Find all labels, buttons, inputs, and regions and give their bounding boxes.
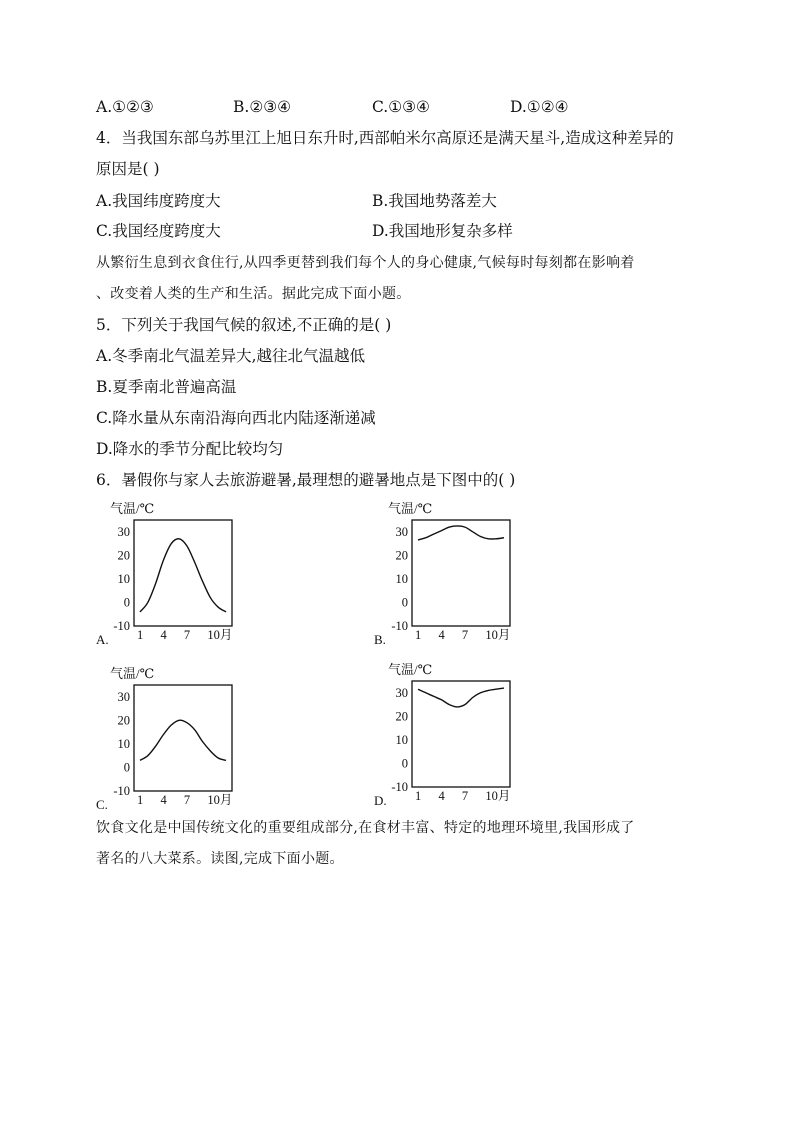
chart-a <box>94 500 254 647</box>
chart-b <box>372 500 532 647</box>
plot-frame <box>134 520 232 626</box>
q3-option-d: D.①②④ <box>510 98 569 116</box>
x-tick-label: 7 <box>461 789 469 803</box>
chart-d <box>372 661 532 808</box>
passage2-line1: 饮食文化是中国传统文化的重要组成部分,在食材丰富、特定的地理环境里,我国形成了 <box>96 820 635 836</box>
y-axis-label: 气温/℃ <box>388 662 433 677</box>
y-axis-label: 气温/℃ <box>110 501 155 516</box>
q3-option-c: C.①③④ <box>372 98 430 116</box>
x-tick-label: 4 <box>438 628 445 642</box>
y-tick-label: 10 <box>395 571 408 586</box>
y-tick-label: -10 <box>113 784 130 798</box>
passage1-line1: 从繁衍生息到衣食住行,从四季更替到我们每个人的身心健康,气候每时每刻都在影响着 <box>96 255 635 271</box>
x-tick-label: 10月 <box>485 628 511 642</box>
panel-label: C. <box>96 797 108 812</box>
y-tick-label: 30 <box>117 524 130 539</box>
y-tick-label: 0 <box>123 760 130 775</box>
q4-option-c: C.我国经度跨度大 <box>96 222 221 240</box>
chart-svg <box>94 665 254 812</box>
q4-stem-line1: 4．当我国东部乌苏里江上旭日东升时,西部帕米尔高原还是满天星斗,造成这种差异的 <box>96 129 674 147</box>
x-tick-label: 1 <box>415 628 422 642</box>
y-tick-label: 0 <box>401 595 408 610</box>
x-tick-label: 7 <box>461 628 469 642</box>
x-tick-label: 1 <box>415 789 422 803</box>
x-tick-label: 1 <box>137 793 144 807</box>
y-tick-label: 20 <box>395 548 408 563</box>
x-tick-label: 4 <box>160 628 167 642</box>
y-tick-label: 30 <box>395 524 408 539</box>
q4-option-a: A.我国纬度跨度大 <box>96 192 221 210</box>
y-tick-label: 10 <box>395 732 408 747</box>
x-tick-label: 4 <box>160 793 167 807</box>
y-tick-label: 0 <box>401 756 408 771</box>
q3-option-a: A.①②③ <box>96 98 154 116</box>
q5-option-a: A.冬季南北气温差异大,越往北气温越低 <box>96 347 366 365</box>
chart-svg <box>372 500 532 647</box>
y-tick-label: 30 <box>395 685 408 700</box>
chart-c <box>94 665 254 812</box>
chart-svg <box>94 500 254 647</box>
y-tick-label: 10 <box>117 736 130 751</box>
x-tick-label: 10月 <box>207 793 233 807</box>
y-tick-label: 30 <box>117 689 130 704</box>
q4-option-b: B.我国地势落差大 <box>372 192 497 210</box>
temperature-line <box>418 688 504 707</box>
q4-stem-line2: 原因是( ) <box>96 160 160 178</box>
x-tick-label: 7 <box>183 793 191 807</box>
plot-frame <box>134 685 232 791</box>
x-tick-label: 7 <box>183 628 191 642</box>
temperature-line <box>140 720 226 760</box>
panel-label: B. <box>374 632 386 647</box>
plot-frame <box>412 520 510 626</box>
temperature-line <box>418 526 504 540</box>
x-tick-label: 4 <box>438 789 445 803</box>
q6-stem: 6．暑假你与家人去旅游避暑,最理想的避暑地点是下图中的( ) <box>96 471 516 489</box>
temperature-line <box>140 539 226 612</box>
y-tick-label: -10 <box>391 780 408 794</box>
y-axis-label: 气温/℃ <box>388 501 433 516</box>
passage2-line2: 著名的八大菜系。读图,完成下面小题。 <box>96 851 344 867</box>
y-tick-label: 0 <box>123 595 130 610</box>
y-tick-label: 20 <box>117 548 130 563</box>
panel-label: A. <box>96 632 109 647</box>
x-tick-label: 10月 <box>485 789 511 803</box>
chart-svg <box>372 661 532 808</box>
q4-option-d: D.我国地形复杂多样 <box>372 222 513 240</box>
panel-label: D. <box>374 793 387 808</box>
q3-option-b: B.②③④ <box>233 98 292 116</box>
y-tick-label: 20 <box>395 709 408 724</box>
y-tick-label: -10 <box>113 619 130 633</box>
q5-option-d: D.降水的季节分配比较均匀 <box>96 440 284 458</box>
y-tick-label: 10 <box>117 571 130 586</box>
plot-frame <box>412 681 510 787</box>
passage1-line2: 、改变着人类的生产和生活。据此完成下面小题。 <box>96 286 411 302</box>
q5-option-b: B.夏季南北普遍高温 <box>96 378 237 396</box>
x-tick-label: 1 <box>137 628 144 642</box>
y-axis-label: 气温/℃ <box>110 666 155 681</box>
y-tick-label: -10 <box>391 619 408 633</box>
q5-stem: 5．下列关于我国气候的叙述,不正确的是( ) <box>96 316 392 334</box>
y-tick-label: 20 <box>117 713 130 728</box>
q5-option-c: C.降水量从东南沿海向西北内陆逐渐递减 <box>96 409 376 427</box>
x-tick-label: 10月 <box>207 628 233 642</box>
